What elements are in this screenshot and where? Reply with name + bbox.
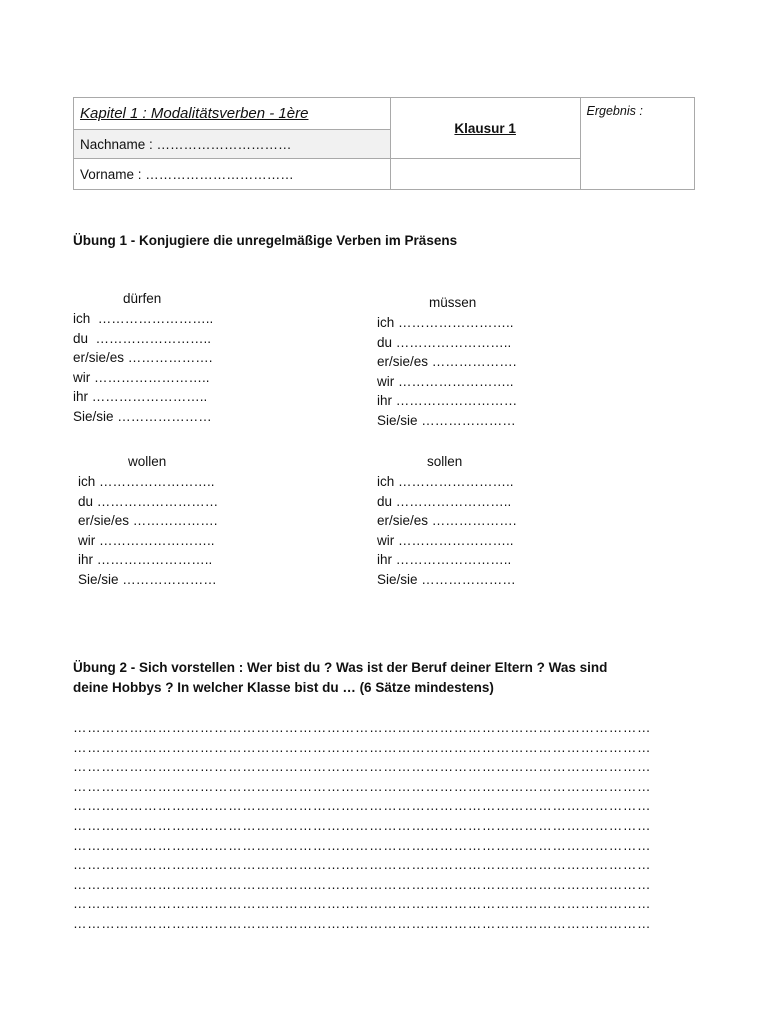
verb-block-wollen: [78, 452, 218, 589]
conjugation-row[interactable]: du ………………………: [78, 493, 219, 509]
conjugation-row[interactable]: wir ……………………..: [78, 532, 215, 548]
conjugation-row[interactable]: Sie/sie …………………: [377, 412, 516, 428]
exam-label: Klausur 1: [390, 98, 580, 159]
answer-line[interactable]: ……………………………………………………………………………………………………………: [73, 817, 652, 833]
conjugation-row[interactable]: er/sie/es ……………….: [73, 350, 213, 365]
conjugation-row[interactable]: ihr ……………………..: [377, 552, 512, 567]
conjugation-row[interactable]: ich ……………………..: [78, 474, 215, 489]
conjugation-row[interactable]: ich ……………………..: [377, 315, 514, 330]
conjugation-row[interactable]: ihr ……………………..: [78, 552, 213, 567]
conjugation-row[interactable]: du ……………………..: [377, 334, 512, 350]
answer-line[interactable]: ……………………………………………………………………………………………………………: [73, 739, 652, 755]
header-table: [73, 97, 695, 190]
empty-cell: [390, 159, 580, 190]
answer-line[interactable]: ……………………………………………………………………………………………………………: [73, 759, 652, 775]
conjugation-row[interactable]: wir ……………………..: [377, 373, 514, 389]
verb-title: sollen: [427, 454, 463, 469]
verb-block-sollen: [377, 452, 517, 589]
conjugation-row[interactable]: Sie/sie …………………: [78, 571, 217, 587]
conjugation-row[interactable]: Sie/sie …………………: [73, 408, 212, 424]
answer-line[interactable]: ……………………………………………………………………………………………………………: [73, 720, 652, 735]
conjugation-row[interactable]: wir ……………………..: [377, 532, 514, 548]
conjugation-row[interactable]: er/sie/es ……………….: [377, 354, 517, 369]
exercise-2-heading: [73, 658, 607, 698]
answer-line[interactable]: ……………………………………………………………………………………………………………: [73, 778, 652, 794]
conjugation-row[interactable]: du ……………………..: [73, 330, 212, 346]
answer-line[interactable]: ……………………………………………………………………………………………………………: [73, 857, 652, 873]
worksheet-title: Kapitel 1 : Modalitätsverben - 1ère: [74, 98, 391, 130]
conjugation-row[interactable]: ihr ……………………..: [73, 389, 208, 404]
conjugation-row[interactable]: wir ……………………..: [73, 369, 210, 385]
conjugation-row[interactable]: ich ……………………..: [73, 311, 214, 326]
verb-block-duerfen: [73, 289, 213, 426]
answer-line[interactable]: ……………………………………………………………………………………………………………: [73, 798, 652, 814]
conjugation-row[interactable]: du ……………………..: [377, 493, 512, 509]
verb-title: dürfen: [123, 291, 162, 306]
exercise-2-heading-line: Übung 2 - Sich vorstellen : Wer bist du ? Was ist der Beruf deiner Eltern ? Was sind: [73, 660, 608, 675]
answer-lines[interactable]: [73, 718, 695, 934]
last-name-field[interactable]: Nachname : …………………………: [74, 130, 391, 159]
answer-line[interactable]: ……………………………………………………………………………………………………………: [73, 915, 652, 931]
verb-block-muessen: [377, 293, 517, 430]
exercise-1-heading: Übung 1 - Konjugiere die unregelmäßige Verben im Präsens: [73, 233, 458, 248]
answer-line[interactable]: ……………………………………………………………………………………………………………: [73, 896, 652, 912]
first-name-field[interactable]: Vorname : ……………………………: [74, 159, 391, 190]
exercise-2-heading-line: deine Hobbys ? In welcher Klasse bist du … (6 Sätze mindestens): [73, 680, 494, 695]
answer-line[interactable]: ……………………………………………………………………………………………………………: [73, 876, 652, 892]
answer-line[interactable]: ……………………………………………………………………………………………………………: [73, 837, 652, 853]
conjugation-row[interactable]: er/sie/es ……………….: [78, 513, 218, 528]
verb-title: müssen: [429, 295, 477, 310]
conjugation-row[interactable]: Sie/sie …………………: [377, 571, 516, 587]
conjugation-row[interactable]: ich ……………………..: [377, 474, 514, 489]
verb-title: wollen: [128, 454, 167, 469]
conjugation-row[interactable]: ihr ………………………: [377, 393, 518, 408]
conjugation-row[interactable]: er/sie/es ……………….: [377, 513, 517, 528]
result-field[interactable]: Ergebnis :: [580, 98, 694, 190]
